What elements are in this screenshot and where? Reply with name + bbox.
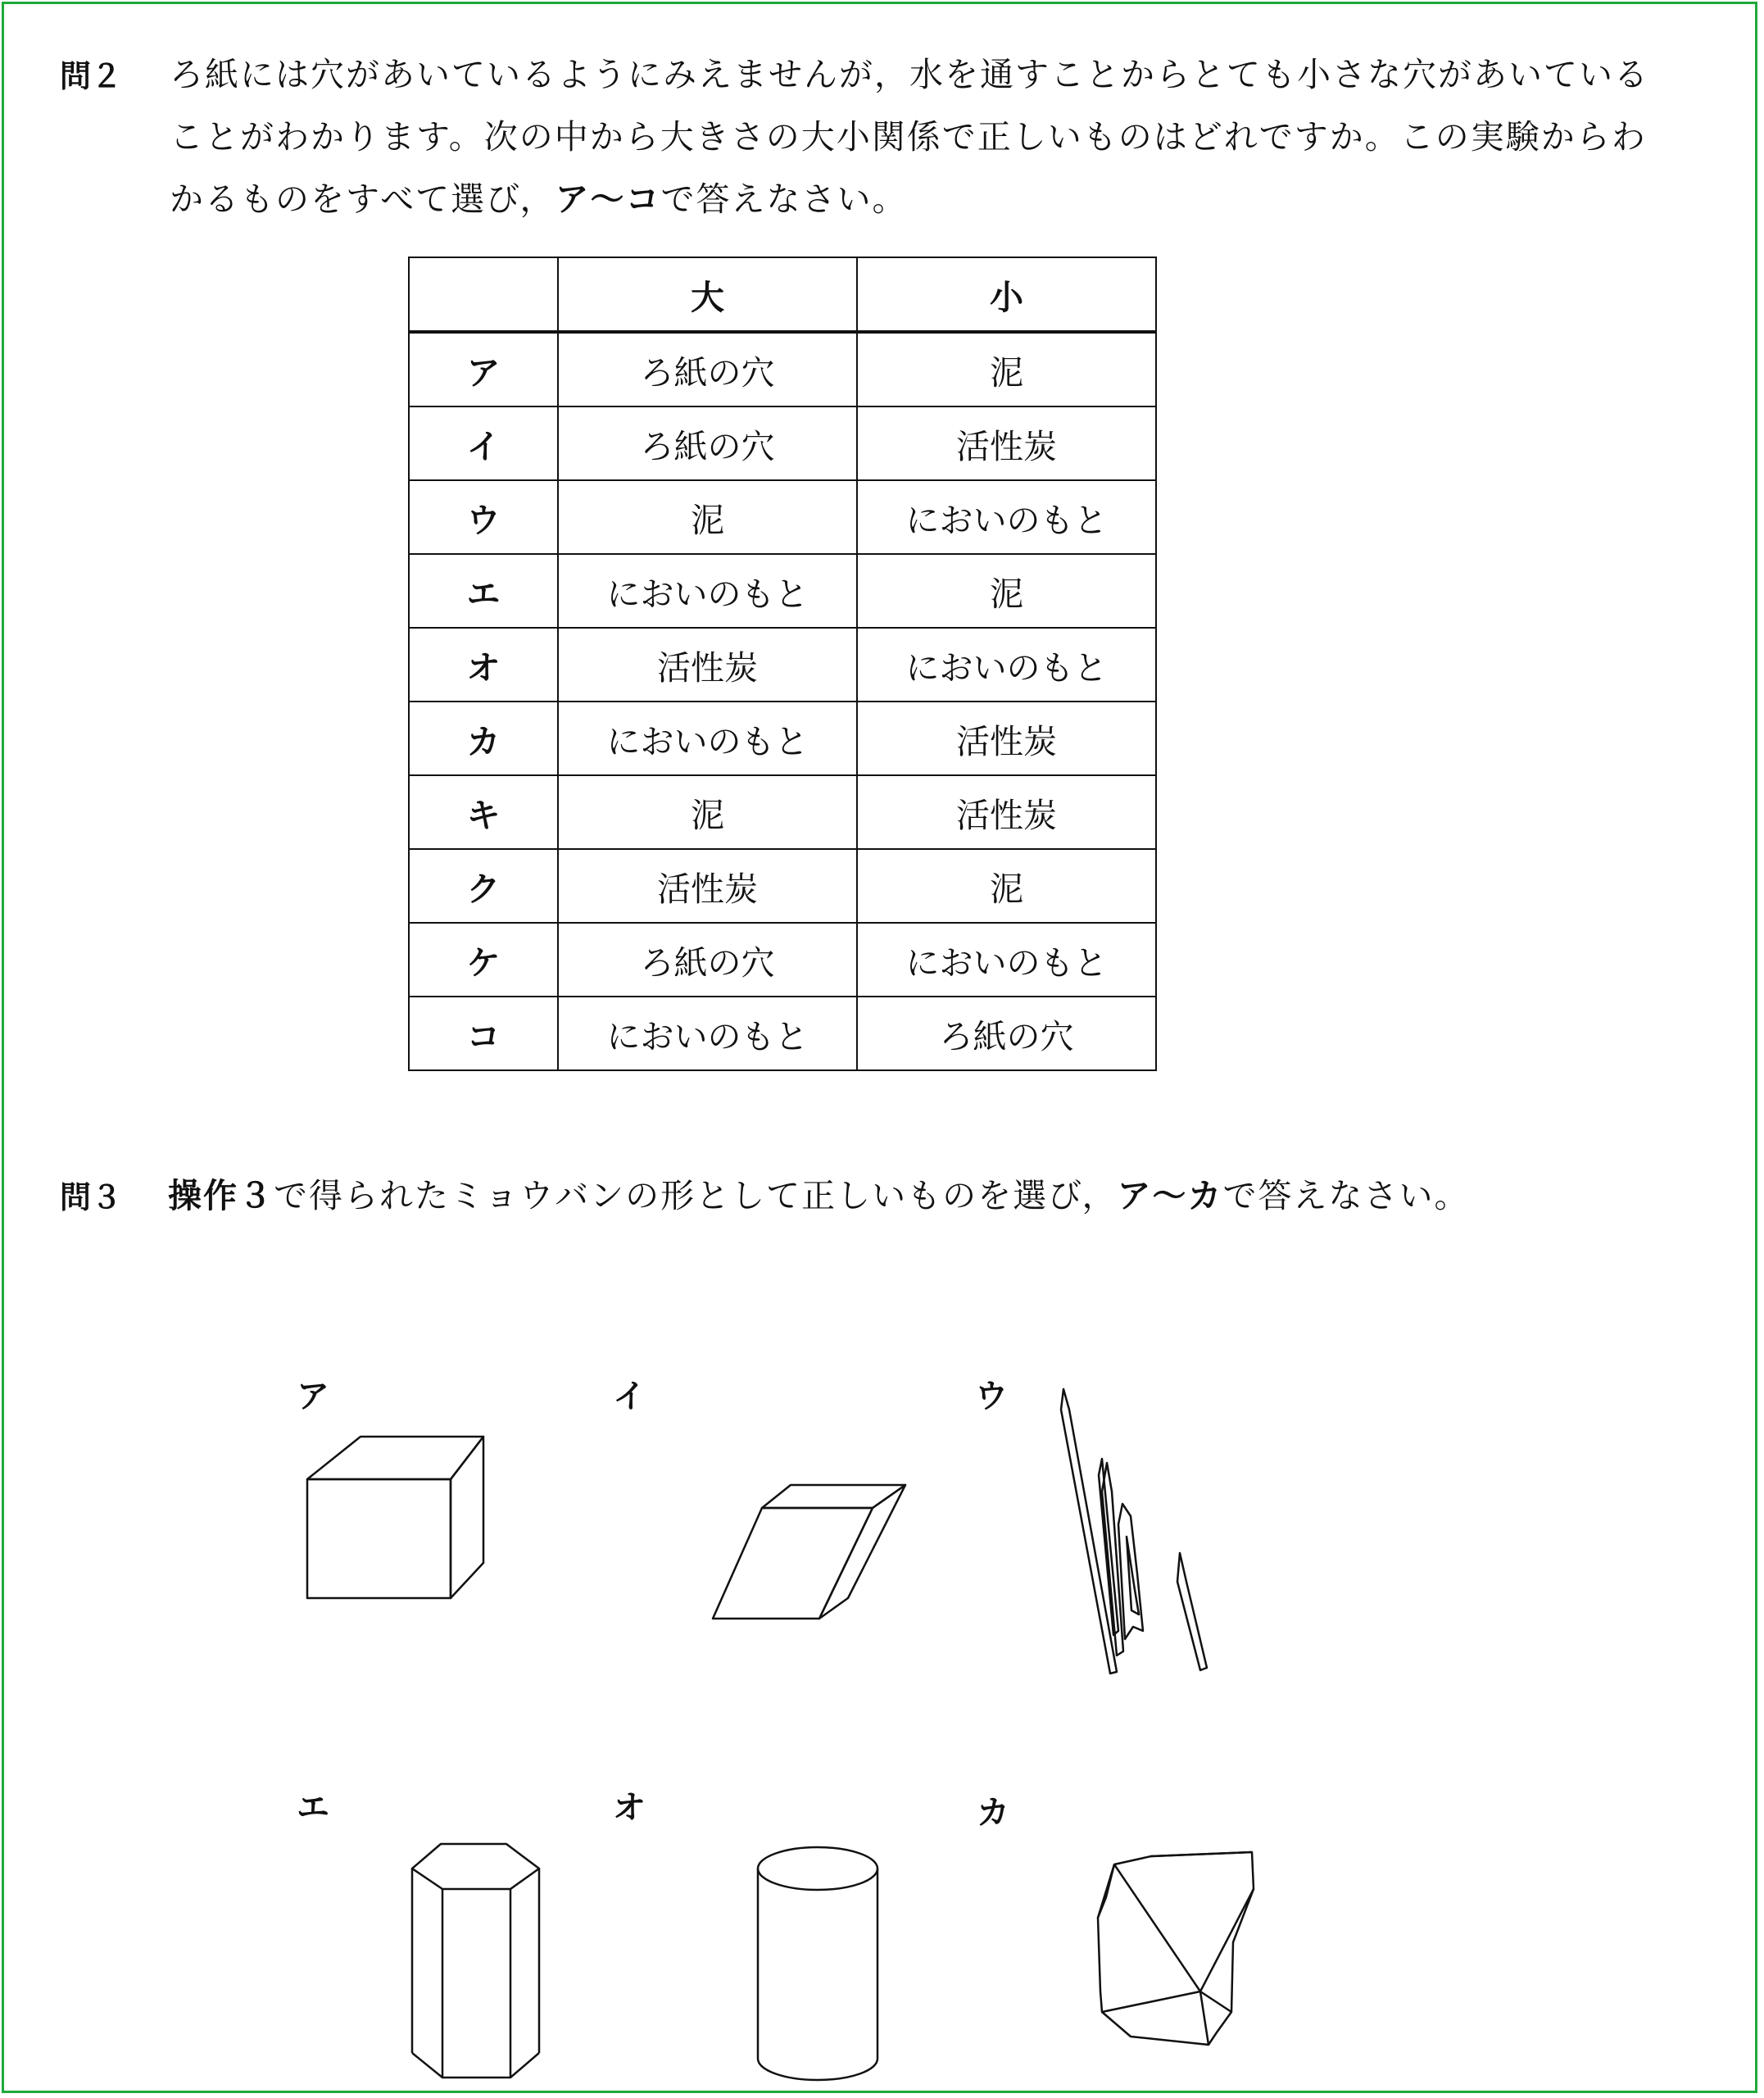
- row-choice-label: コ: [409, 997, 558, 1070]
- row-larger-item: 泥: [558, 775, 857, 849]
- row-smaller-item: 泥: [857, 849, 1156, 923]
- q2-line3-post: で答えなさい。: [660, 179, 908, 219]
- q3-text-mid: で得られたミョウバンの形として正しいものを選び，: [274, 1176, 1118, 1215]
- table-row: [409, 406, 1156, 480]
- option-label-o: オ: [613, 1789, 646, 1827]
- row-larger-item: ろ紙の穴: [558, 406, 857, 480]
- size-comparison-table: [408, 257, 1157, 1071]
- rhombohedron-crystal-icon: [709, 1479, 914, 1627]
- option-label-ka: カ: [977, 1794, 1009, 1832]
- row-choice-label: ウ: [409, 480, 558, 554]
- row-smaller-item: 泥: [857, 554, 1156, 628]
- table-row: [409, 775, 1156, 849]
- option-label-a: ア: [297, 1378, 329, 1415]
- row-choice-label: イ: [409, 406, 558, 480]
- q3-number: 問３: [60, 1179, 123, 1215]
- cube-crystal-icon: [303, 1430, 492, 1602]
- row-smaller-item: においのもと: [857, 628, 1156, 702]
- row-smaller-item: ろ紙の穴: [857, 997, 1156, 1070]
- q3-text-post: で答えなさい。: [1222, 1176, 1470, 1215]
- row-choice-label: エ: [409, 554, 558, 628]
- option-label-e: エ: [297, 1789, 329, 1827]
- table-row: [409, 480, 1156, 554]
- q2-number: 問２: [60, 58, 123, 94]
- row-choice-label: ケ: [409, 923, 558, 997]
- row-larger-item: においのもと: [558, 554, 857, 628]
- q3-choice-range: ア～カ: [1117, 1176, 1223, 1215]
- row-larger-item: においのもと: [558, 702, 857, 775]
- q2-text-line1: ろ紙には穴があいているようにみえませんが，水を通すことからとても小さな穴があいている: [170, 55, 1649, 94]
- row-larger-item: ろ紙の穴: [558, 923, 857, 997]
- q2-line3-pre: かるものをすべて選び，: [170, 179, 556, 219]
- row-larger-item: 活性炭: [558, 628, 857, 702]
- table-row: [409, 332, 1156, 406]
- table-row: [409, 554, 1156, 628]
- option-label-i: イ: [613, 1378, 646, 1415]
- table-header-small: 小: [857, 257, 1156, 332]
- row-smaller-item: 活性炭: [857, 702, 1156, 775]
- q3-operation-ref: 操作３: [168, 1176, 274, 1215]
- table-row: [409, 628, 1156, 702]
- table-row: [409, 923, 1156, 997]
- row-choice-label: オ: [409, 628, 558, 702]
- q3-text: [168, 1169, 1470, 1217]
- q2-choice-range: ア～コ: [555, 179, 661, 219]
- row-smaller-item: においのもと: [857, 923, 1156, 997]
- table-row: [409, 997, 1156, 1070]
- row-smaller-item: 活性炭: [857, 406, 1156, 480]
- needle-crystal-icon: [1053, 1385, 1217, 1680]
- row-larger-item: 活性炭: [558, 849, 857, 923]
- row-larger-item: においのもと: [558, 997, 857, 1070]
- table-header-row: [409, 257, 1156, 332]
- hexagonal-prism-crystal-icon: [408, 1840, 547, 2090]
- octahedron-crystal-icon: [1094, 1848, 1258, 2082]
- table-header-label: [409, 257, 558, 332]
- row-smaller-item: においのもと: [857, 480, 1156, 554]
- table-header-large: 大: [558, 257, 857, 332]
- row-larger-item: 泥: [558, 480, 857, 554]
- table-row: [409, 849, 1156, 923]
- row-smaller-item: 泥: [857, 332, 1156, 406]
- q2-text-line3: [170, 172, 908, 220]
- row-choice-label: ア: [409, 332, 558, 406]
- option-label-u: ウ: [975, 1378, 1008, 1415]
- q2-text-line2: ことがわかります。次の中から大きさの大小関係で正しいものはどれですか。この実験からわ: [170, 117, 1647, 157]
- row-larger-item: ろ紙の穴: [558, 332, 857, 406]
- row-choice-label: カ: [409, 702, 558, 775]
- cylinder-crystal-icon: [754, 1844, 885, 2090]
- table-row: [409, 702, 1156, 775]
- row-choice-label: ク: [409, 849, 558, 923]
- row-smaller-item: 活性炭: [857, 775, 1156, 849]
- row-choice-label: キ: [409, 775, 558, 849]
